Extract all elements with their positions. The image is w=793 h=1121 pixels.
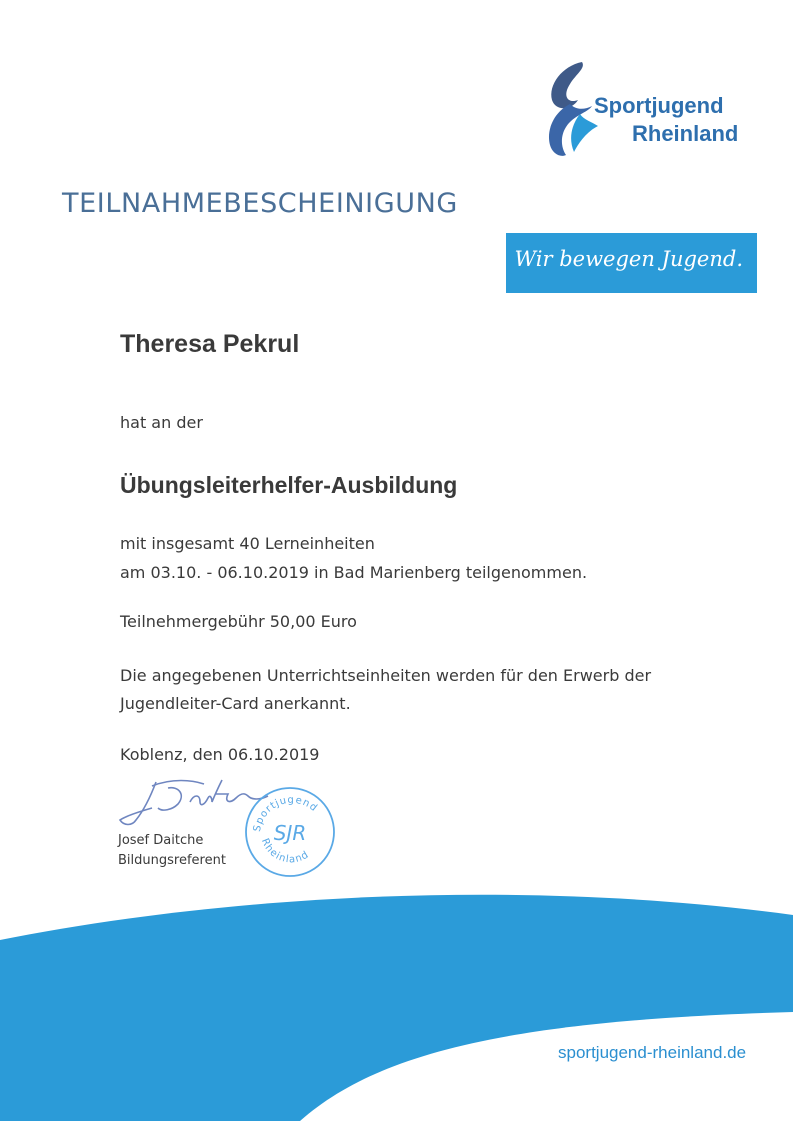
- signatory-name: Josef Daitche: [118, 833, 204, 848]
- logo: [542, 60, 772, 170]
- svg-text:Sportjugend: Sportjugend: [251, 794, 320, 833]
- footer-wave: [0, 880, 793, 1121]
- logo-text-line1: Sportjugend: [594, 93, 724, 118]
- signatory-role: Bildungsreferent: [118, 853, 226, 868]
- recognition-line2: Jugendleiter-Card anerkannt.: [120, 694, 351, 713]
- details-line1: mit insgesamt 40 Lerneinheiten: [120, 534, 375, 553]
- logo-text-line2: Rheinland: [632, 121, 739, 146]
- recognition-line1: Die angegebenen Unterrichtseinheiten werden für den Erwerb der: [120, 666, 652, 685]
- stamp-icon: [240, 780, 340, 880]
- fee-text: Teilnehmergebühr 50,00 Euro: [120, 612, 357, 631]
- details-line2: am 03.10. - 06.10.2019 in Bad Marienberg teilgenommen.: [120, 563, 588, 582]
- place-date: Koblenz, den 06.10.2019: [120, 745, 320, 764]
- website-link[interactable]: sportjugend-rheinland.de: [558, 1043, 747, 1062]
- participant-name: Theresa Pekrul: [120, 330, 300, 358]
- svg-text:SJR: SJR: [273, 821, 307, 845]
- intro-text: hat an der: [120, 413, 203, 432]
- svg-text:Rheinland: Rheinland: [258, 836, 312, 866]
- slogan-banner: [506, 233, 757, 293]
- document-title: TEILNAHMEBESCHEINIGUNG: [62, 188, 458, 219]
- course-title: Übungsleiterhelfer-Ausbildung: [120, 472, 458, 498]
- slogan-text: Wir bewegen Jugend.: [514, 247, 743, 271]
